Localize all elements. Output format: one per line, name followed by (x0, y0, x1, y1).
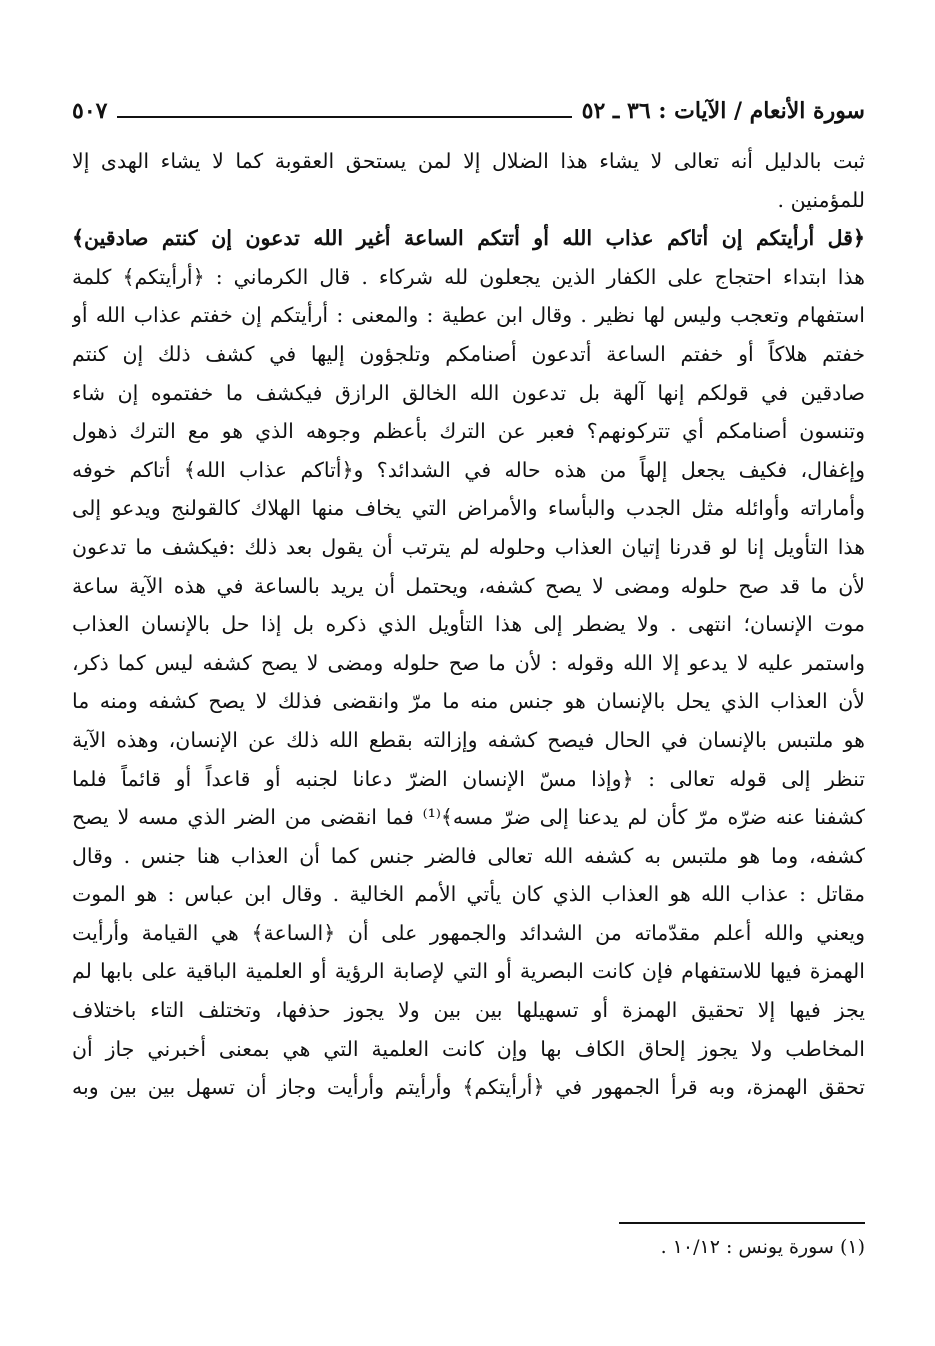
text-line: هذا التأويل إنا لو قدرنا إتيان العذاب وحلوله لم يترتب أن يقول بعد ذلك :فيكشف ما تدعون (72, 534, 865, 559)
text-line: لأن العذاب الذي يحل بالإنسان هو جنس منه ما مرّ وانقضى فذلك لا يصح كشفه ومنه ما (72, 689, 865, 714)
text-line: صادقين في قولكم إنها آلهة بل تدعون الله الخالق الرازق فيكشف ما خفتموه إن شاء (72, 380, 865, 405)
text-line: ثبت بالدليل أنه تعالى لا يشاء هذا الضلال إلا لمن يستحق العقوبة كما لا يشاء الهدى إلا (72, 149, 865, 173)
header-rule (117, 116, 571, 118)
text-line: للمؤمنين . (777, 187, 865, 212)
text-line: كشفنا عنه ضرّه مرّ كأن لم يدعنا إلى ضرّ مسه﴾⁽¹⁾ فما انقضى من الضر الذي مسه لا يصح (72, 805, 865, 830)
text-line: لأن ما قد صح حلوله ومضى لا يصح كشفه، ويحتمل أن يريد بالساعة في هذه الآية ساعة (72, 573, 865, 598)
text-line: الهمزة فيها للاستفهام فإن كانت البصرية أو التي لإصابة الرؤية أو العلمية الباقية على بابها لم (72, 959, 865, 984)
text-line: المخاطب ولا يجوز إلحاق الكاف بها وإن كانت العلمية التي هي بمعنى أخبرني جاز أن (72, 1036, 865, 1061)
text-line: واستمر عليه لا يدعو إلا الله وقوله : لأن ما صح حلوله ومضى لا يصح كشفه ليس كما ذكر، (72, 650, 865, 675)
text-line: هو ملتبس بالإنسان في الحال فيصح كشفه وإزالته بقطع الله ذلك عن الإنسان، وهذه الآية (72, 727, 865, 752)
text-line: وتنسون أصنامكم أي تتركونهم؟ فعبر عن الترك بأعظم وجوهه الذي هو مع الترك ذهول (72, 419, 865, 444)
verse-heading: ﴿قل أرأيتكم إن أتاكم عذاب الله أو أتتكم الساعة أغير الله تدعون إن كنتم صادقين﴾ (72, 226, 865, 251)
text-line: وأماراته وأوائله مثل الجدب والبأساء والأمراض التي يخاف منها الهلاك كالقولنج ويدعو إلى (72, 496, 865, 521)
page-number: ٥٠٧ (72, 98, 108, 124)
text-line: يجز فيها إلا تحقيق الهمزة أو تسهيلها بين بين ولا يجوز حذفها، وتختلف التاء باختلاف (72, 998, 865, 1023)
text-line: تنظر إلى قوله تعالى : ﴿وإذا مسّ الإنسان الضرّ دعانا لجنبه أو قاعداً أو قائماً فلما (72, 766, 865, 791)
running-title: سورة الأنعام / الآيات : ٣٦ ـ ٥٢ (581, 98, 865, 124)
text-line: موت الإنسان؛ انتهى . ولا يضطر إلى هذا التأويل الذي ذكره بل إذا حل بالإنسان العذاب (72, 612, 865, 637)
page-header (72, 88, 865, 124)
footnote: (١) سورة يونس : ١٠/١٢ . (660, 1236, 865, 1258)
text-line: ويعني والله أعلم مقدّماته من الشدائد والجمهور على أن ﴿الساعة﴾ هي القيامة وأرأيت (72, 920, 865, 945)
text-line: تحقق الهمزة، وبه قرأ الجمهور في ﴿أرأيتكم﴾ وأرأيتم وأرأيت وجاز أن تسهل بين بين وبه (72, 1075, 865, 1100)
text-line: كشفه، وما هو ملتبس به كشفه الله تعالى فالضر جنس كما أن العذاب هنا جنس . وقال (72, 843, 865, 868)
footnote-rule (619, 1222, 865, 1224)
body-text (72, 142, 865, 1107)
text-line: مقاتل : عذاب الله هو العذاب الذي كان يأتي الأمم الخالية . وقال ابن عباس : هو الموت (72, 882, 865, 907)
text-line: استفهام وتعجب وليس لها نظير . وقال ابن عطية : والمعنى : أرأيتكم إن خفتم عذاب الله أو (72, 303, 865, 328)
text-line: وإغفال، فكيف يجعل إلهاً من هذه حاله في الشدائد؟ و﴿أتاكم عذاب الله﴾ أتاكم خوفه (72, 457, 865, 482)
text-line: خفتم هلاكاً أو خفتم الساعة أتدعون أصنامكم وتلجؤون إليها في كشف ذلك إن كنتم (72, 341, 865, 366)
text-line: هذا ابتداء احتجاج على الكفار الذين يجعلون لله شركاء . قال الكرماني : ﴿أرأيتكم﴾ كلمة (72, 264, 865, 289)
